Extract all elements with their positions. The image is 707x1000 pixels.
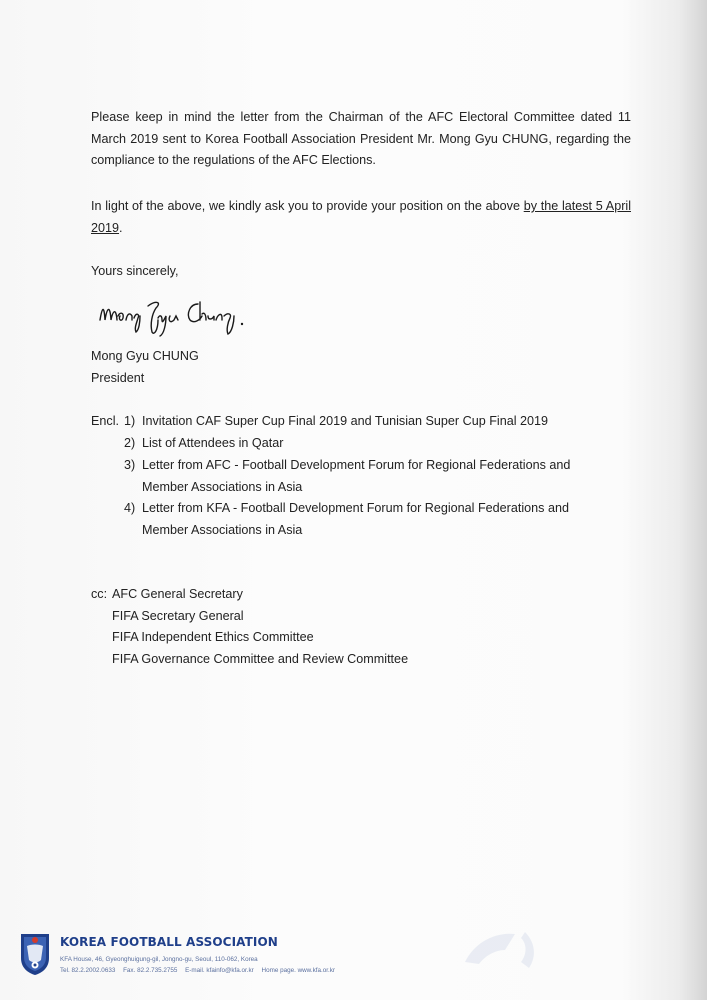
enclosure-item-2 (124, 433, 634, 455)
letterhead-footer (18, 930, 438, 980)
request-period: . (119, 220, 123, 235)
signature (96, 290, 256, 340)
cc-label: cc: (91, 587, 108, 601)
footer-address: KFA House, 46, Gyeonghuigung-gil, Jongno-gu, Seoul, 110-062, Korea (60, 956, 258, 963)
enclosure-text: Letter from KFA - Football Development Forum for Regional Federations and (142, 501, 569, 515)
cc-recipient: AFC General Secretary (112, 587, 243, 601)
signer-title: President (91, 371, 145, 385)
enclosure-item-3 (124, 455, 632, 499)
watermark-mark (455, 922, 545, 972)
deadline-text: by the latest 5 April 2019 (91, 199, 631, 235)
paragraph-afc-letter: Please keep in mind the letter from the Chairman of the AFC Electoral Committee dated 11 March 2019 sent to Korea Football Association President Mr. Mong Gyu CHUNG, regarding the compliance to the regulations of the AFC Elections. (91, 110, 631, 167)
enclosure-text: Letter from AFC - Football Development Forum for Regional Federations and (142, 458, 571, 472)
kfa-emblem-icon (18, 930, 52, 976)
enclosure-number: 4) (124, 501, 136, 515)
closing: Yours sincerely, (91, 264, 179, 278)
paragraph-request (91, 196, 631, 239)
cc-recipient: FIFA Independent Ethics Committee (112, 630, 314, 644)
signer-name: Mong Gyu CHUNG (91, 349, 199, 363)
footer-homepage[interactable]: Home page. www.kfa.or.kr (261, 967, 336, 974)
footer-contact-line (60, 967, 341, 974)
footer-email[interactable]: E-mail. kfainfo@kfa.or.kr (185, 967, 254, 974)
footer-tel: Tel. 82.2.2002.0633 (60, 967, 116, 974)
cc-recipient: FIFA Governance Committee and Review Committee (112, 652, 409, 666)
enclosure-text: List of Attendees in Qatar (142, 436, 284, 450)
enclosure-text-continued: Member Associations in Asia (142, 522, 303, 537)
enclosure-number: 2) (124, 436, 136, 450)
enclosure-number: 3) (124, 458, 136, 472)
footer-fax: Fax. 82.2.735.2755 (123, 967, 178, 974)
enclosures-label: Encl. (91, 414, 119, 428)
enclosure-item-4 (124, 498, 632, 542)
enclosure-number: 1) (124, 414, 136, 428)
enclosure-text-continued: Member Associations in Asia (142, 479, 303, 494)
organization-name: KOREA FOOTBALL ASSOCIATION (60, 935, 278, 949)
request-text: In light of the above, we kindly ask you to provide your position on the above (91, 199, 524, 213)
enclosure-text: Invitation CAF Super Cup Final 2019 and Tunisian Super Cup Final 2019 (142, 414, 549, 428)
cc-recipient: FIFA Secretary General (112, 609, 244, 623)
enclosure-item-1 (124, 411, 634, 433)
